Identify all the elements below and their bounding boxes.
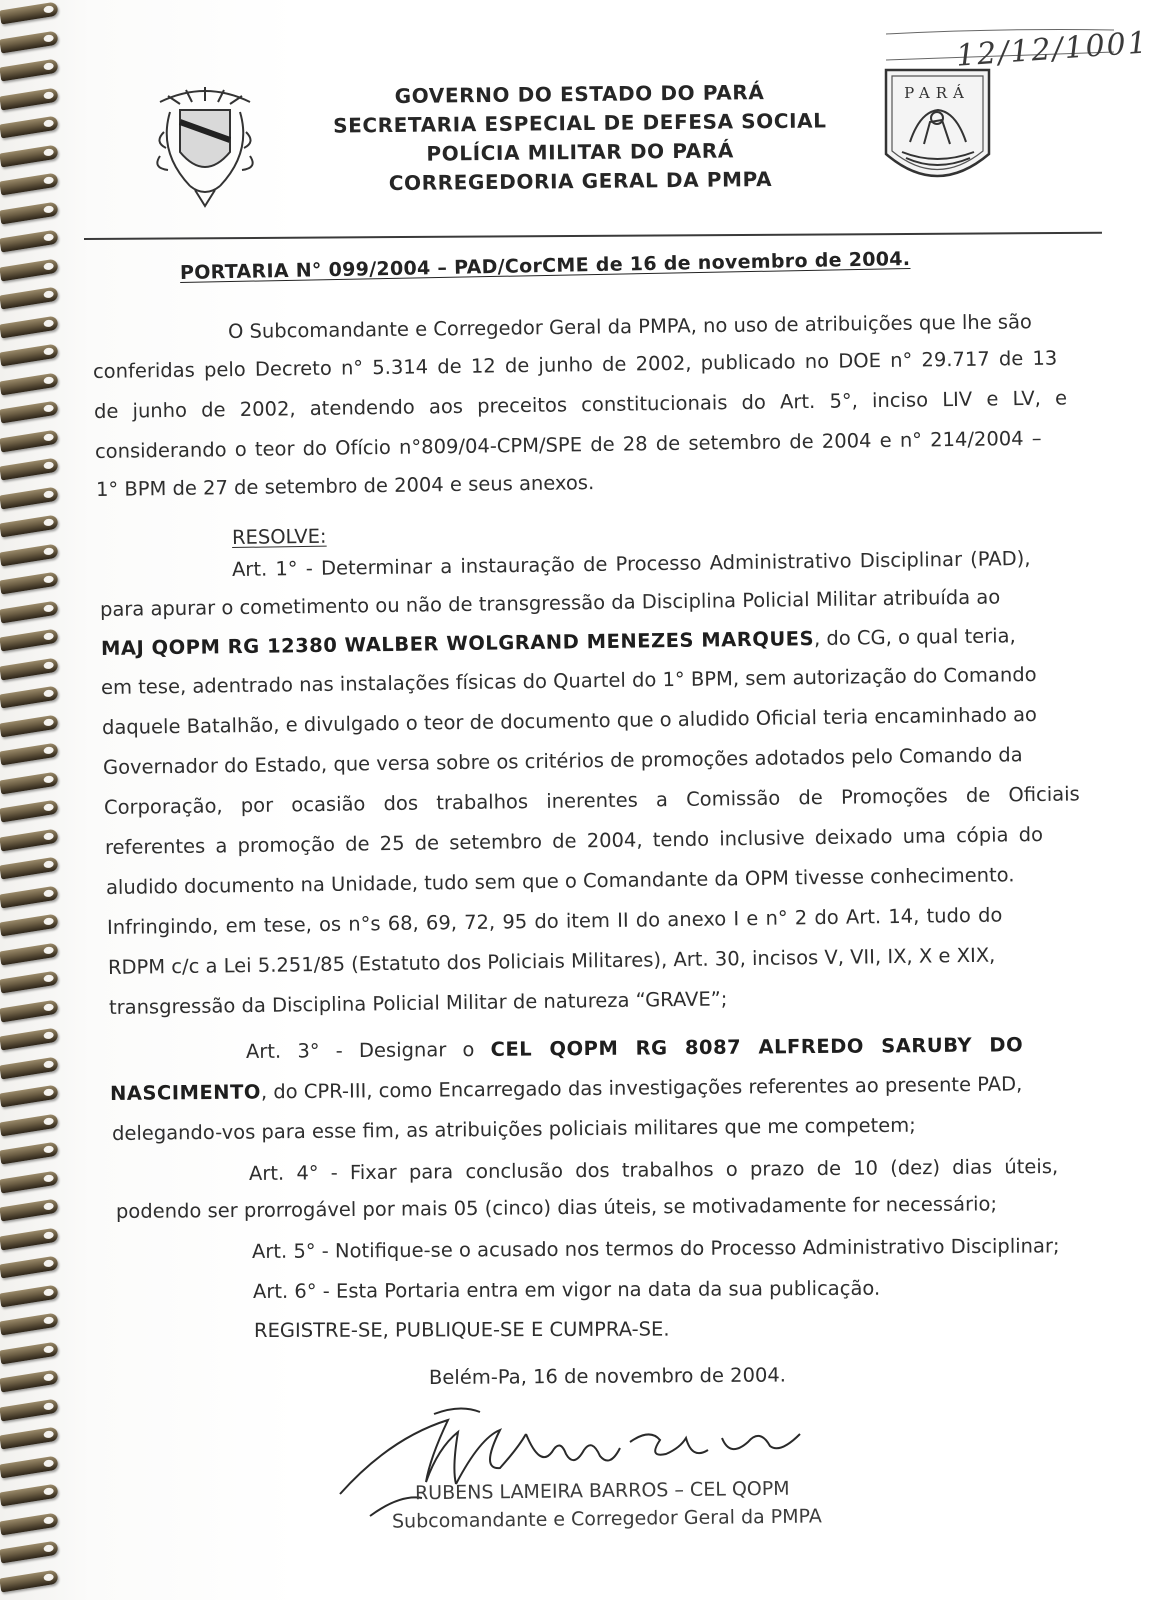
signatory-role: Subcomandante e Corregedor Geral da PMPA xyxy=(391,1505,822,1533)
binding-ring xyxy=(0,1427,59,1450)
binding-ring xyxy=(0,1085,59,1108)
binding-ring xyxy=(0,1541,59,1564)
binding-ring xyxy=(0,600,59,623)
accused-officer: MAJ QOPM RG 12380 WALBER WOLGRAND MENEZES MARQUES xyxy=(100,627,815,660)
resolve-heading: RESOLVE: xyxy=(231,524,327,549)
art1-line-8: referentes a promoção de 25 de setembro de 2004, tendo inclusive deixado uma cópia do xyxy=(104,822,1044,859)
closing-formula: REGISTRE-SE, PUBLIQUE-SE E CUMPRA-SE. xyxy=(253,1317,670,1342)
binding-ring xyxy=(0,1398,59,1421)
binding-ring xyxy=(0,1199,59,1222)
binding-ring xyxy=(0,543,59,566)
binding-ring xyxy=(0,1142,59,1165)
art1-line-11: RDPM c/c a Lei 5.251/85 (Estatuto dos Policiais Militares), Art. 30, incisos V, VII, IX, X e XIX, xyxy=(107,943,996,979)
binding-ring xyxy=(0,1370,59,1393)
binding-ring xyxy=(0,657,59,680)
art3-prefix: Art. 3° - Designar o xyxy=(245,1037,491,1063)
binding-ring xyxy=(0,771,59,794)
letterhead-line-3: POLÍCIA MILITAR DO PARÁ xyxy=(426,138,734,166)
art1-line-9: aludido documento na Unidade, tudo sem que o Comandante da OPM tivesse conhecimento. xyxy=(105,863,1015,899)
binding-ring xyxy=(0,572,59,595)
art1-line-3-rest: , do CG, o qual teria, xyxy=(813,624,1016,651)
preamble-line-2: conferidas pelo Decreto n° 5.314 de 12 de junho de 2002, publicado no DOE n° 29.717 de 13 xyxy=(92,346,1058,383)
binding-ring xyxy=(0,942,59,965)
binding-ring xyxy=(0,515,59,538)
binding-ring xyxy=(0,1284,59,1307)
archive-handwriting: 12/12/1001 xyxy=(955,25,1150,74)
art1-line-12: transgressão da Disciplina Policial Militar de natureza “GRAVE”; xyxy=(108,987,728,1019)
binding-ring xyxy=(0,1170,59,1193)
binding-ring xyxy=(0,429,59,452)
letterhead-line-2: SECRETARIA ESPECIAL DE DEFESA SOCIAL xyxy=(333,108,827,138)
binding-ring xyxy=(0,743,59,766)
art1-line-5: daquele Batalhão, e divulgado o teor de documento que o aludido Oficial teria encaminhado ao xyxy=(101,702,1038,739)
art3-line-2-rest: , do CPR-III, como Encarregado das investigações referentes ao presente PAD, xyxy=(260,1072,1023,1104)
binding-ring xyxy=(0,1028,59,1051)
binding-ring xyxy=(0,1569,59,1592)
letterhead xyxy=(299,77,860,199)
binding-ring xyxy=(0,1313,59,1336)
archive-annotation xyxy=(886,16,1150,76)
binding-ring xyxy=(0,714,59,737)
binding-ring xyxy=(0,1227,59,1250)
binding-ring xyxy=(0,401,59,424)
binding-ring xyxy=(0,1484,59,1507)
coat-of-arms-icon xyxy=(150,82,260,212)
art4-line-1: Art. 4° - Fixar para conclusão dos trabalhos o prazo de 10 (dez) dias úteis, xyxy=(248,1154,1059,1185)
binding-ring xyxy=(0,2,59,25)
art1-line-7: Corporação, por ocasião dos trabalhos inerentes a Comissão de Promoções de Oficiais xyxy=(103,782,1080,819)
art3-line-2 xyxy=(110,1072,1023,1105)
document-title: PORTARIA N° 099/2004 – PAD/CorCME de 16 de novembro de 2004. xyxy=(179,247,911,284)
header-divider xyxy=(84,232,1102,240)
binding-ring xyxy=(0,458,59,481)
art1-line-1: Art. 1° - Determinar a instauração de Processo Administrativo Disciplinar (PAD), xyxy=(231,546,1031,581)
binding-ring xyxy=(0,1512,59,1535)
binding-ring xyxy=(0,1056,59,1079)
binding-ring xyxy=(0,116,59,139)
art4-line-2: podendo ser prorrogável por mais 05 (cinco) dias úteis, se motivadamente for necessário; xyxy=(115,1192,998,1223)
art1-line-2: para apurar o cometimento ou não de transgressão da Disciplina Policial Militar atribuída ao xyxy=(99,585,1001,621)
spiral-binding xyxy=(0,0,70,1600)
preamble-line-3: de junho de 2002, atendendo aos preceitos constitucionais do Art. 5°, inciso LIV e LV, e xyxy=(93,386,1068,423)
seal-text: PARÁ xyxy=(904,84,970,102)
art1-line-4: em tese, adentrado nas instalações físicas do Quartel do 1° BPM, sem autorização do Comando xyxy=(100,662,1037,699)
binding-ring xyxy=(0,230,59,253)
pmpa-seal-icon xyxy=(880,62,995,190)
signatory-name: RUBENS LAMEIRA BARROS – CEL QOPM xyxy=(414,1477,790,1505)
letterhead-line-4: CORREGEDORIA GERAL DA PMPA xyxy=(388,166,773,196)
binding-ring xyxy=(0,258,59,281)
art3-line-3: delegando-vos para esse fim, as atribuições policiais militares que me competem; xyxy=(111,1113,916,1145)
binding-ring xyxy=(0,372,59,395)
art3-line-1 xyxy=(246,1033,1023,1063)
binding-ring xyxy=(0,87,59,110)
binding-ring xyxy=(0,1341,59,1364)
binding-ring xyxy=(0,173,59,196)
binding-ring xyxy=(0,486,59,509)
binding-ring xyxy=(0,629,59,652)
designated-officer-surname: NASCIMENTO xyxy=(109,1080,262,1105)
designated-officer: CEL QOPM RG 8087 ALFREDO SARUBY DO xyxy=(490,1033,1024,1061)
preamble-line-4: considerando o teor do Ofício n°809/04-CPM/SPE de 28 de setembro de 2004 e n° 214/2004 – xyxy=(94,426,1042,463)
binding-ring xyxy=(0,59,59,82)
binding-ring xyxy=(0,828,59,851)
binding-ring xyxy=(0,971,59,994)
binding-ring xyxy=(0,30,59,53)
binding-ring xyxy=(0,1256,59,1279)
binding-ring xyxy=(0,201,59,224)
art5-line: Art. 5° - Notifique-se o acusado nos termos do Processo Administrativo Disciplinar; xyxy=(251,1234,1060,1263)
preamble-line-1: O Subcomandante e Corregedor Geral da PMPA, no uso de atribuições que lhe são xyxy=(227,310,1033,343)
binding-ring xyxy=(0,144,59,167)
binding-ring xyxy=(0,885,59,908)
binding-ring xyxy=(0,914,59,937)
place-and-date: Belém-Pa, 16 de novembro de 2004. xyxy=(428,1363,787,1389)
binding-ring xyxy=(0,857,59,880)
binding-ring xyxy=(0,686,59,709)
binding-ring xyxy=(0,315,59,338)
letterhead-line-1: GOVERNO DO ESTADO DO PARÁ xyxy=(394,80,765,108)
art1-line-6: Governador do Estado, que versa sobre os critérios de promoções adotados pelo Comando da xyxy=(102,743,1023,779)
art6-line: Art. 6° - Esta Portaria entra em vigor na data da sua publicação. xyxy=(252,1276,881,1303)
art1-line-3 xyxy=(101,624,1016,660)
binding-ring xyxy=(0,344,59,367)
binding-ring xyxy=(0,999,59,1022)
art1-line-10: Infringindo, em tese, os n°s 68, 69, 72, 95 do item II do anexo I e n° 2 do Art. 14, tudo do xyxy=(106,903,1003,939)
binding-ring xyxy=(0,1113,59,1136)
binding-ring xyxy=(0,287,59,310)
preamble-line-5: 1° BPM de 27 de setembro de 2004 e seus anexos. xyxy=(95,471,595,501)
binding-ring xyxy=(0,1455,59,1478)
binding-ring xyxy=(0,800,59,823)
